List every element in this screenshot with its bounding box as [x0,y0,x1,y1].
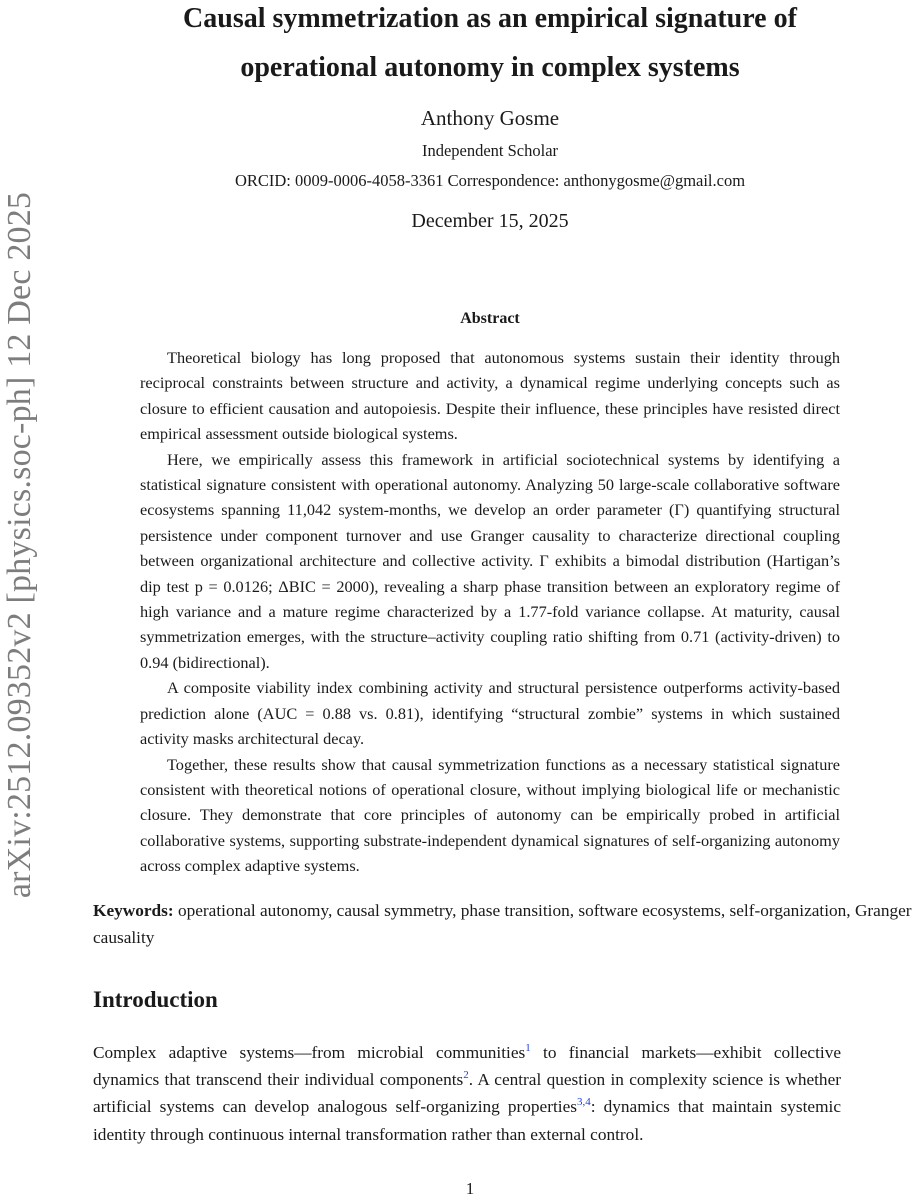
keywords [93,897,923,951]
introduction-paragraph [93,1039,841,1148]
abstract-paragraph: A composite viability index combining activity and structural persistence outperforms activity-based prediction alone (AUC = 0.88 vs. 0.81), identifying “structural zombie” systems in which sustained activity masks architectural decay. [140,678,840,749]
citation-link[interactable]: 2 [463,1069,469,1082]
paper-title-line-2: operational autonomy in complex systems [240,52,740,83]
paper-title-line-1: Causal symmetrization as an empirical signature of [183,3,797,34]
arxiv-stamp [0,0,42,1200]
intro-text: to financial markets—exhibit collective dynamics that transcend their individual components [93,1043,842,1090]
abstract-paragraph: Together, these results show that causal symmetrization functions as a necessary statistical signature consistent with theoretical notions of operational closure, without implying biological life or mechanistic closure. They demonstrate that core principles of autonomy can be empirically probed in artificial collaborative systems, supporting substrate-independent dynamical signatures of self-organizing autonomy across complex adaptive systems. [140,754,840,876]
abstract-paragraph: Here, we empirically assess this framework in artificial sociotechnical systems by identifying a statistical signature consistent with operational autonomy. Analyzing 50 large-scale collaborative software ecosystems spanning 11,042 system-months, we develop an order parameter (Γ) quantifying structural persistence under component turnover and use Granger causality to characterize directional coupling between organizational architecture and collective activity. Γ exhibits a bimodal distribution (Hartigan’s dip test p = 0.0126; ΔBIC = 2000), revealing a sharp phase transition between an exploratory regime of high variance and a mature regime characterized by a 1.77-fold variance collapse. At maturity, causal symmetrization emerges, with the structure–activity coupling ratio shifting from 0.71 (activity-driven) to 0.94 (bidirectional). [140,449,840,672]
author-affiliation: Independent Scholar [421,141,559,160]
citation-link[interactable]: 3,4 [576,1096,591,1109]
intro-text: : dynamics that maintain systemic identity through continuous internal transformation rather than external control. [93,1097,841,1144]
paper-title [110,0,870,92]
citation-link[interactable]: 1 [525,1042,531,1054]
intro-text: . A central question in complexity science is whether artificial systems can develop analogous self-organizing properties [93,1070,842,1117]
author-orcid: ORCID: 0009-0006-4058-3361 Correspondence: anthonygosme@gmail.com [234,171,746,190]
author-name: Anthony Gosme [420,106,560,130]
abstract-paragraph: Theoretical biology has long proposed that autonomous systems sustain their identity through reciprocal constraints between structure and activity, a dynamical regime underlying concepts such as closure to efficient causation and autopoiesis. Despite their influence, these principles have resisted direct empirical assessment outside biological systems. [140,348,840,444]
keywords-label: Keywords: [93,901,174,920]
paper-date: December 15, 2025 [411,210,569,232]
abstract-heading: Abstract [460,310,520,327]
intro-text: Complex adaptive systems—from microbial communities [93,1043,526,1062]
abstract-body [140,345,840,879]
keywords-text: operational autonomy, causal symmetry, phase transition, software ecosystems, self-organization, Granger causality [93,901,912,947]
arxiv-stamp-text: arXiv:2512.09352v2 [physics.soc-ph] 12 Dec 2025 [1,191,38,899]
page-number: 1 [465,1179,475,1198]
section-heading-introduction: Introduction [93,987,218,1012]
